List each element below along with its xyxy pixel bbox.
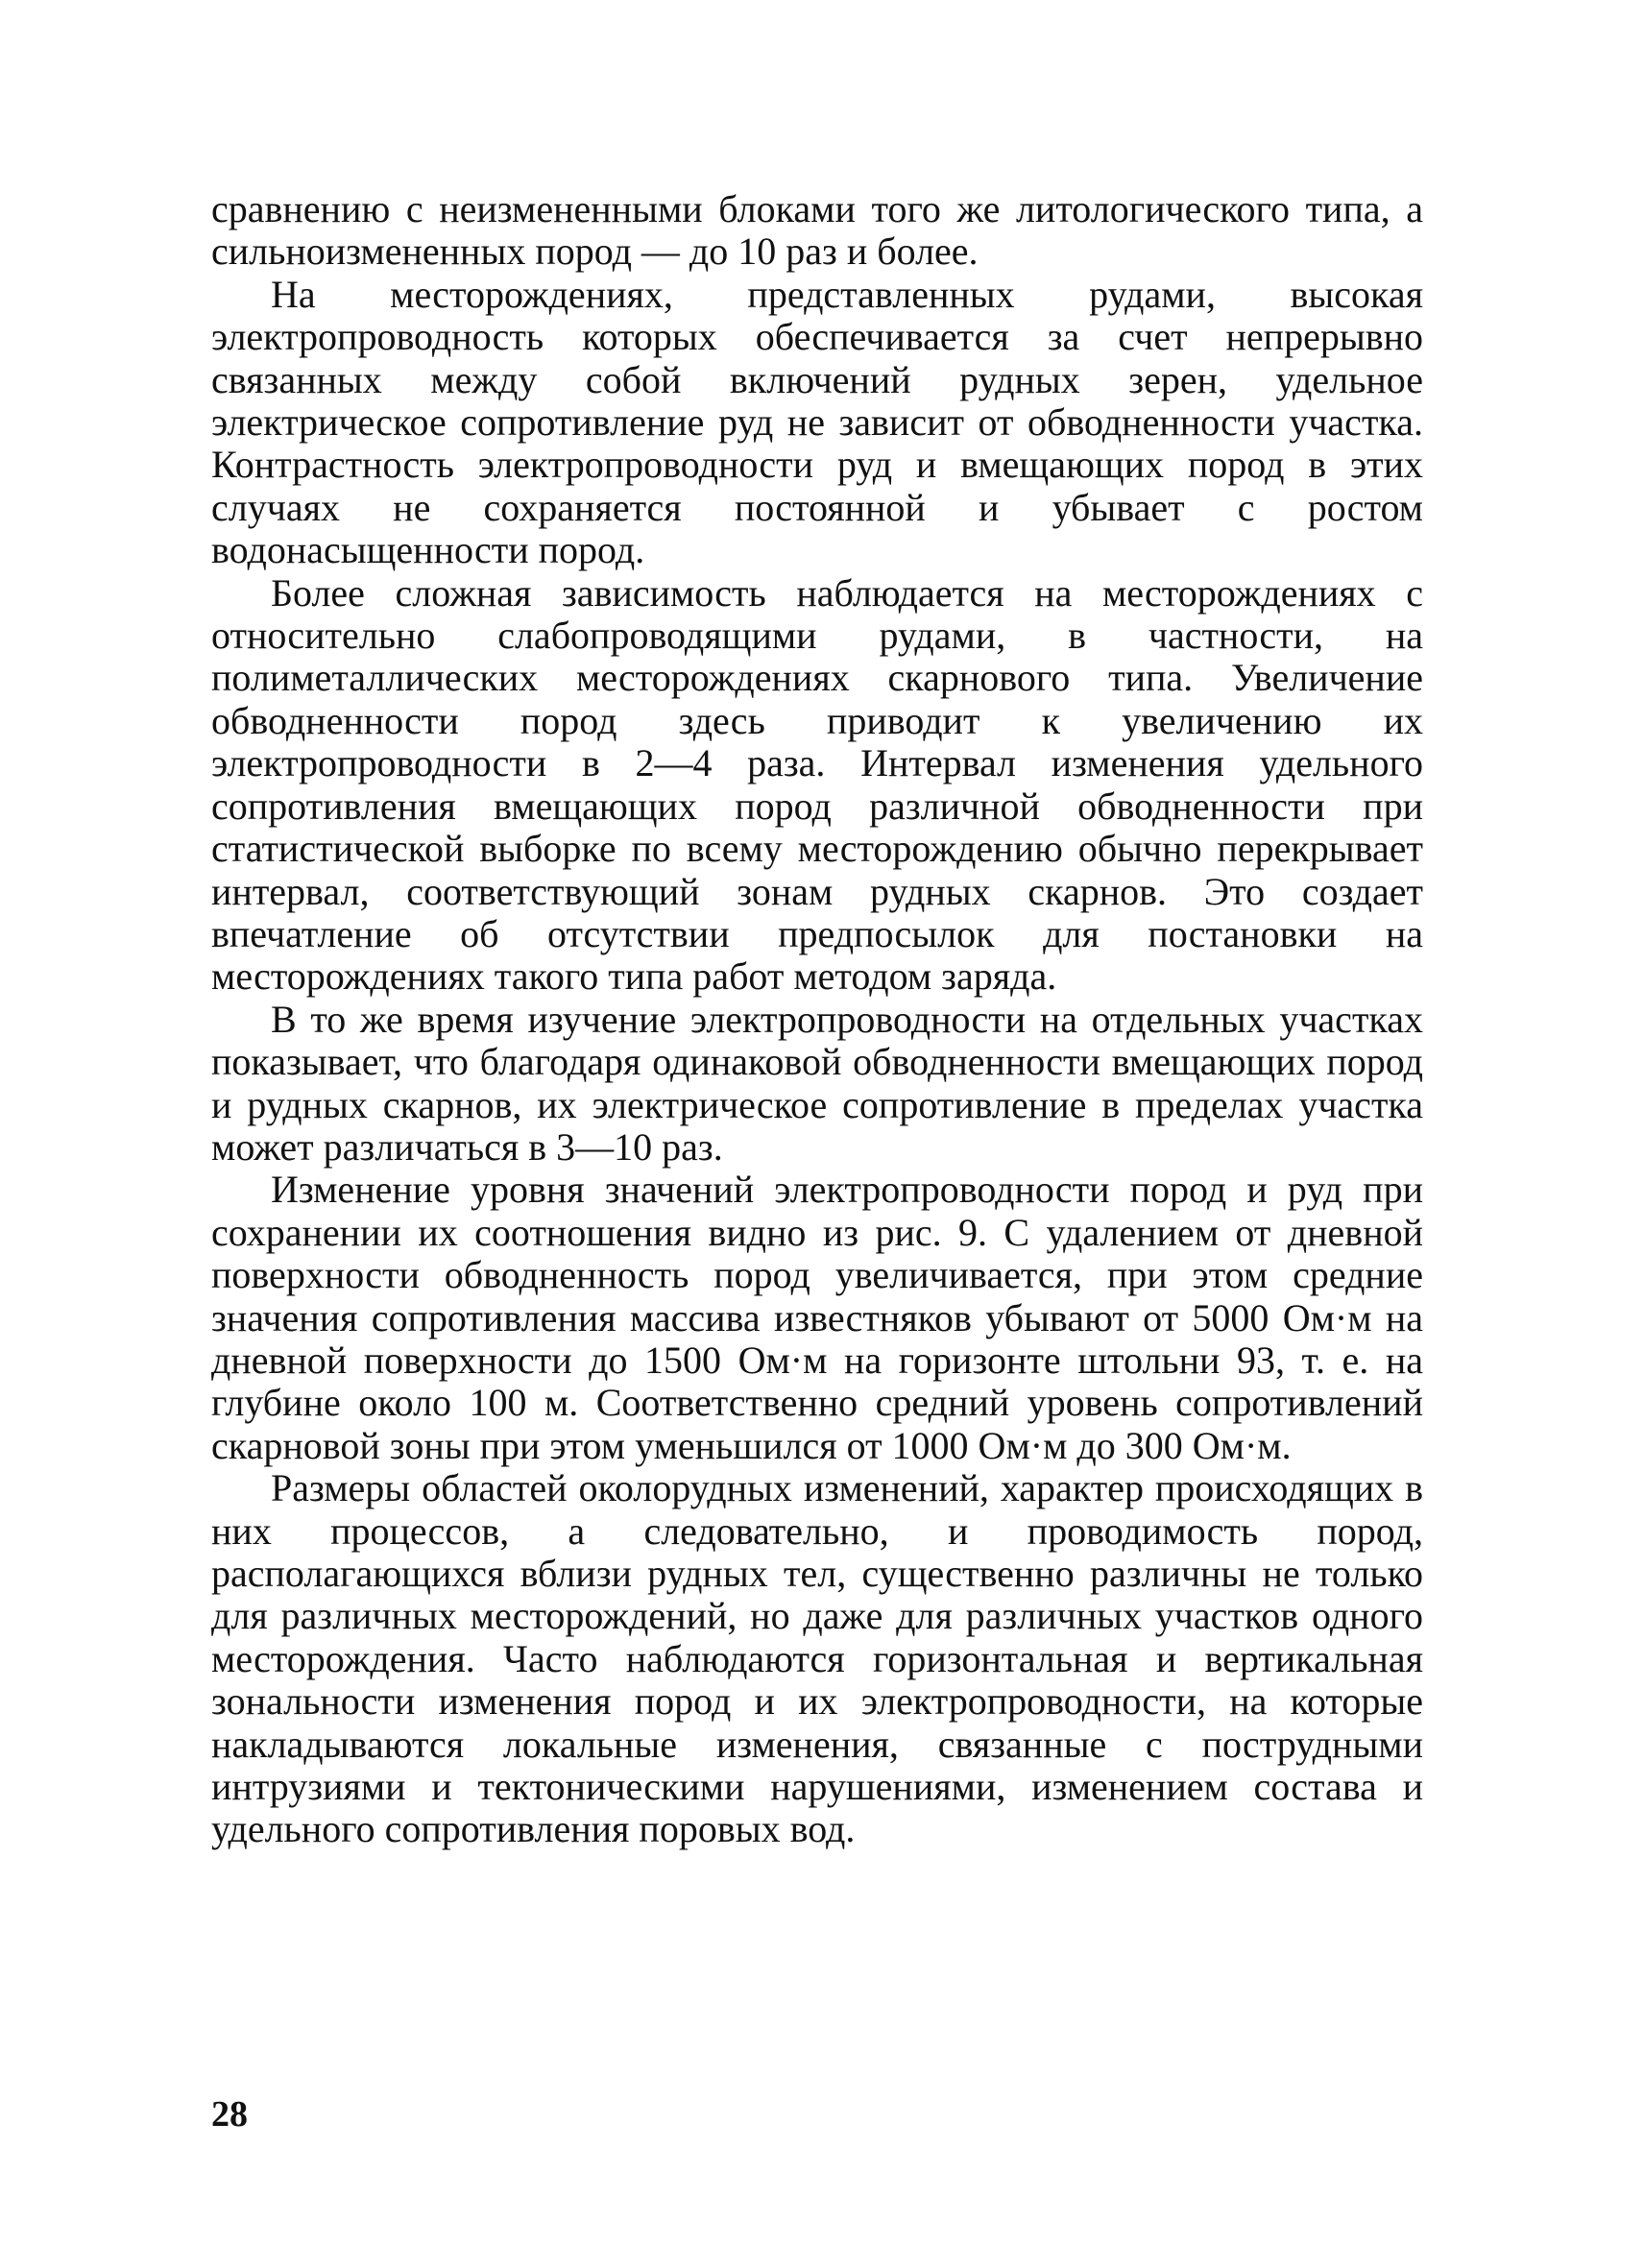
paragraph: Размеры областей околорудных изменений, характер происходящих в них процессов, а следовательно, и проводимость пород, располагающихся вблизи рудных тел, существенно различны не только для различных месторождений, но даже для различных участков одного месторождения. Часто наблюдаются горизонтальная и вертикальная зональности изменения пород и их электропроводности, на которые накладываются локальные изменения, связанные с пострудными интрузиями и тектоническими нарушениями, изменением состава и удельного сопротивления поровых вод. [211, 1466, 1423, 1851]
paragraph: В то же время изучение электропроводности на отдельных участках показывает, что благодаря одинаковой обводненности вмещающих пород и рудных скарнов, их электрическое сопротивление в пределах участка может различаться в 3—10 раз. [211, 997, 1423, 1169]
paragraph-continuation: сравнению с неизмененными блоками того же литологического типа, а сильноизмененных пород — до 10 раз и более. [211, 187, 1423, 274]
paragraph: Более сложная зависимость наблюдается на месторождениях с относительно слабопроводящими рудами, в частности, на полиметаллических месторождениях скарнового типа. Увеличение обводненности пород здесь приводит к увеличению их электропроводности в 2—4 раза. Интервал изменения удельного сопротивления вмещающих пород различной обводненности при статистической выборке по всему месторождению обычно перекрывает интервал, соответствующий зонам рудных скарнов. Это создает впечатление об отсутствии предпосылок для постановки на месторождениях такого типа работ методом заряда. [211, 570, 1423, 999]
body-text [211, 188, 1423, 1851]
paragraph: На месторождениях, представленных рудами, высокая электропроводность которых обеспечивается за счет непрерывно связанных между собой включений рудных зерен, удельное электрическое сопротивление руд не зависит от обводненности участка. Контрастность электропроводности руд и вмещающих пород в этих случаях не сохраняется постоянной и убывает с ростом водонасыщенности пород. [211, 272, 1423, 572]
page-number: 28 [211, 2094, 248, 2135]
paragraph: Изменение уровня значений электропроводности пород и руд при сохранении их соотношения видно из рис. 9. С удалением от дневной поверхности обводненность пород увеличивается, при этом средние значения сопротивления массива известняков убывают от 5000 Ом·м на дневной поверхности до 1500 Ом·м на горизонте штольни 93, т. е. на глубине около 100 м. Соответственно средний уровень сопротивлений скарновой зоны при этом уменьшился от 1000 Ом·м до 300 Ом·м. [211, 1168, 1423, 1467]
